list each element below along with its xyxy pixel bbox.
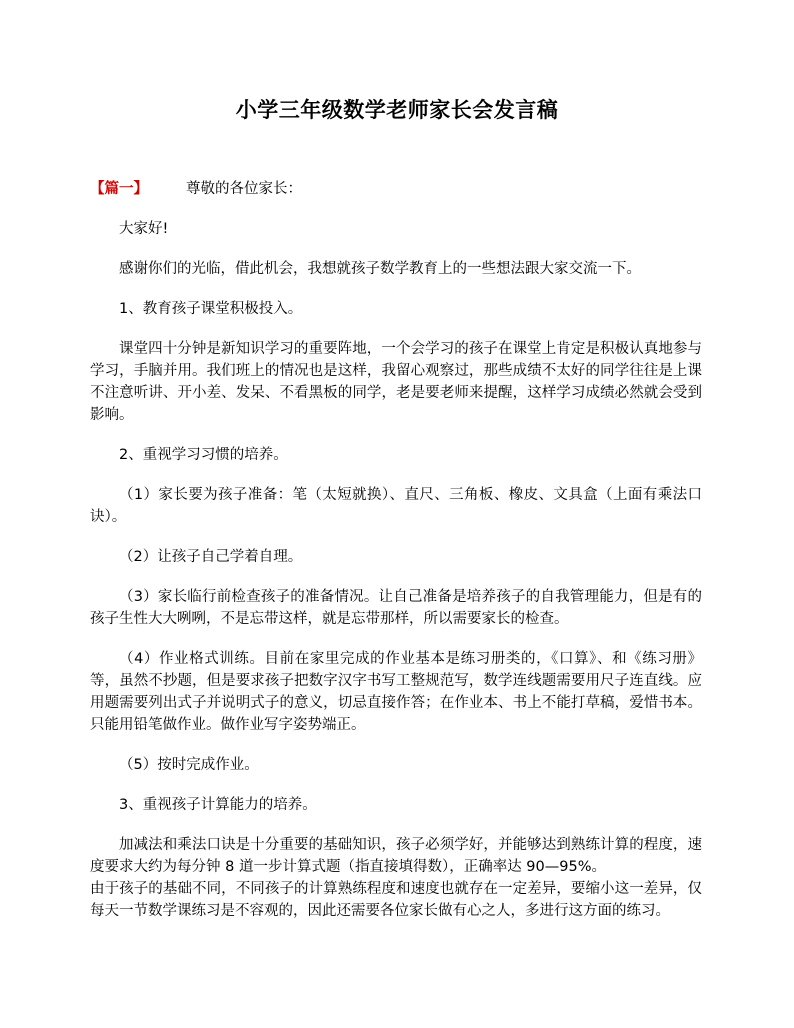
paragraph: 加减法和乘法口诀是十分重要的基础知识，孩子必须学好，并能够达到熟练计算的程度，速度要求大约为每分钟 8 道一步计算式题（指直接填得数），正确率达 90—95%。 [90, 837, 702, 875]
section-tag: 【篇一】 [90, 181, 148, 197]
list-item: （5）按时完成作业。 [119, 757, 259, 773]
paragraph: 感谢你们的光临，借此机会，我想就孩子数学教育上的一些想法跟大家交流一下。 [119, 261, 641, 277]
list-item: （2）让孩子自己学着自理。 [119, 549, 303, 565]
section-header [90, 178, 702, 200]
heading-3: 3、重视孩子计算能力的培养。 [119, 797, 317, 813]
document-body [90, 178, 702, 940]
heading-1: 1、教育孩子课堂积极投入。 [119, 301, 303, 317]
list-item: （3）家长临行前检查孩子的准备情况。让自己准备是培养孩子的自我管理能力，但是有的孩子生性大大咧咧，不是忘带这样，就是忘带那样，所以需要家长的检查。 [90, 589, 702, 627]
heading-2: 2、重视学习习惯的培养。 [119, 447, 288, 463]
list-item: （4）作业格式训练。目前在家里完成的作业基本是练习册类的，《口算》、和《练习册》等，虽然不抄题，但是要求孩子把数字汉字书写工整规范写，数学连线题需要用尺子连直线。应用题需要列出式子并说明式子的意义，切忌直接作答；在作业本、书上不能打草稿，爱惜书本。只能用铅笔做作业。做作业写字姿势端正。 [90, 651, 702, 733]
greeting: 尊敬的各位家长： [186, 181, 302, 197]
paragraph: 大家好! [119, 221, 169, 237]
document-title: 小学三年级数学老师家长会发言稿 [235, 97, 559, 122]
paragraph: 课堂四十分钟是新知识学习的重要阵地，一个会学习的孩子在课堂上肯定是积极认真地参与学习，手脑并用。我们班上的情况也是这样，我留心观察过，那些成绩不太好的同学往往是上课不注意听讲、开小差、发呆、不看黑板的同学，老是要老师来提醒，这样学习成绩必然就会受到影响。 [90, 341, 702, 423]
paragraph-continued: 由于孩子的基础不同，不同孩子的计算熟练程度和速度也就存在一定差异，要缩小这一差异，仅每天一节数学课练习是不容观的，因此还需要各位家长做有心之人，多进行这方面的练习。 [90, 881, 702, 919]
list-item: （1）家长要为孩子准备：笔（太短就换）、直尺、三角板、橡皮、文具盒（上面有乘法口诀）。 [90, 487, 702, 525]
